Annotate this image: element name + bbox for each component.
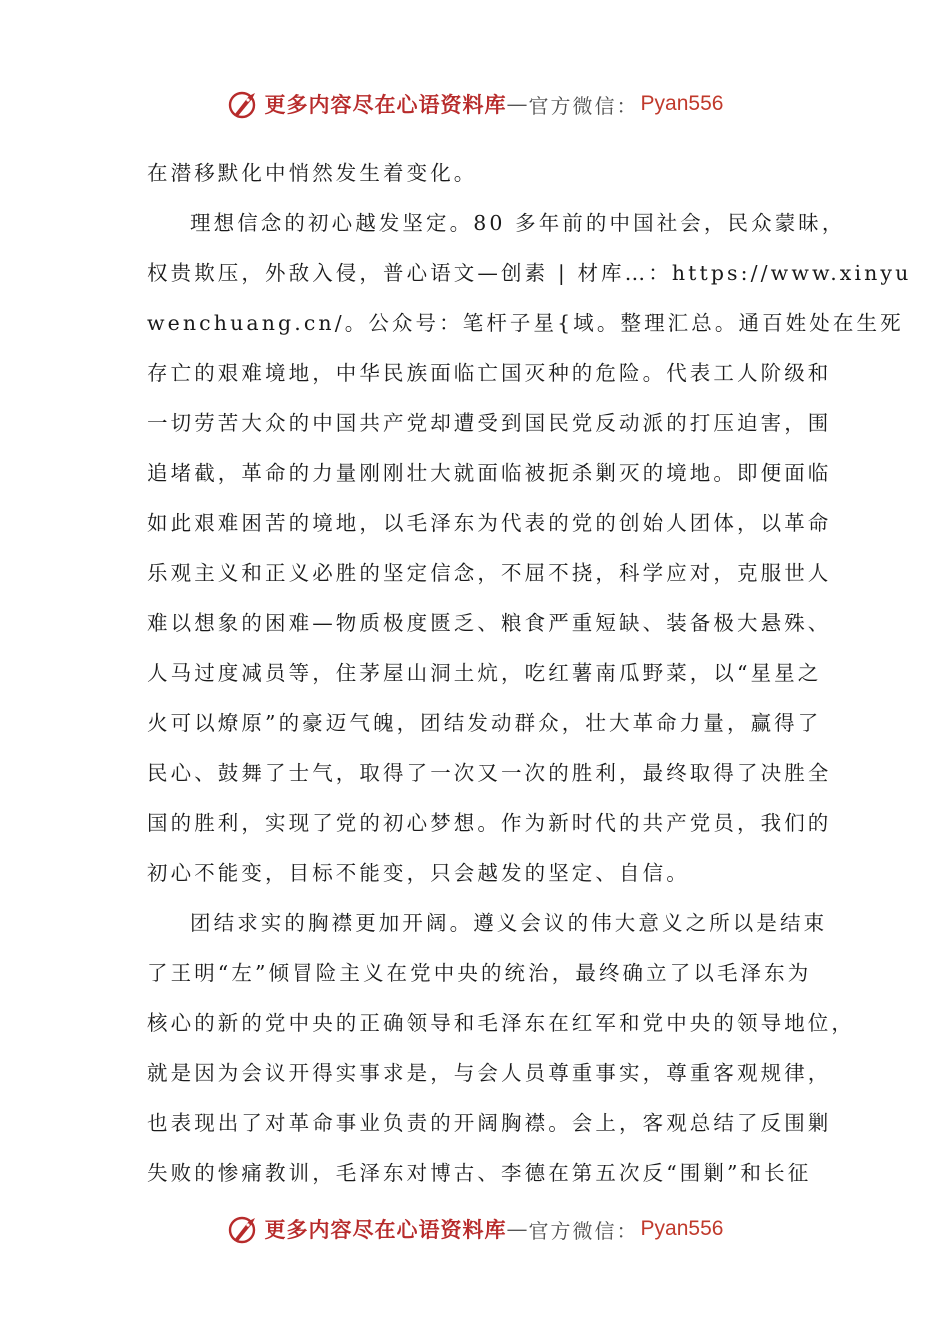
document-body: [147, 148, 912, 1198]
text-line: 国的胜利，实现了党的初心梦想。作为新时代的共产党员，我们的: [147, 811, 832, 835]
banner-main-text: 更多内容尽在心语资料库: [264, 1217, 507, 1242]
text-line: 失败的惨痛教训，毛泽东对博古、李德在第五次反“围剿”和长征: [147, 1161, 812, 1185]
paragraph-start-line: 理想信念的初心越发坚定。80 多年前的中国社会，民众蒙昧，: [190, 211, 846, 235]
text-line: 初心不能变，目标不能变，只会越发的坚定、自信。: [147, 861, 690, 885]
text-line: 一切劳苦大众的中国共产党却遭受到国民党反动派的打压迫害，围: [147, 411, 832, 435]
text-line: 追堵截，革命的力量刚刚壮大就面临被扼杀剿灭的境地。即便面临: [147, 461, 832, 485]
text-line: 在潜移默化中悄然发生着变化。: [147, 161, 478, 185]
pen-nib-logo-icon: [227, 1212, 261, 1246]
footer-banner: [0, 1209, 950, 1249]
text-line: 民心、鼓舞了士气，取得了一次又一次的胜利，最终取得了决胜全: [147, 761, 832, 785]
pen-nib-logo-icon: [227, 87, 261, 121]
text-line: 人马过度减员等，住茅屋山洞土炕，吃红薯南瓜野菜，以“星星之: [147, 661, 822, 685]
banner-main-text: 更多内容尽在心语资料库: [264, 92, 507, 117]
text-line: 就是因为会议开得实事求是，与会人员尊重事实，尊重客观规律，: [147, 1061, 832, 1085]
banner-dash: —: [506, 92, 529, 116]
banner-dash: —: [506, 1217, 529, 1241]
text-line: 了王明“左”倾冒险主义在党中央的统治，最终确立了以毛泽东为: [147, 961, 812, 985]
text-line: 如此艰难困苦的境地，以毛泽东为代表的党的创始人团体，以革命: [147, 511, 832, 535]
text-line: 存亡的艰难境地，中华民族面临亡国灭种的危险。代表工人阶级和: [147, 361, 832, 385]
text-line: 核心的新的党中央的正确领导和毛泽东在红军和党中央的领导地位，: [147, 1011, 855, 1035]
banner-wechat-id: Pyan556: [640, 92, 724, 115]
banner-wechat-id: Pyan556: [640, 1217, 724, 1240]
text-line: 乐观主义和正义必胜的坚定信念，不屈不挠，科学应对，克服世人: [147, 561, 832, 585]
paragraph-start-line: 团结求实的胸襟更加开阔。遵义会议的伟大意义之所以是结束: [190, 911, 828, 935]
banner-wechat-label: 官方微信：: [528, 93, 639, 118]
text-line: 火可以燎原”的豪迈气魄，团结发动群众，壮大革命力量，赢得了: [147, 711, 822, 735]
banner-wechat-label: 官方微信：: [528, 1218, 639, 1243]
header-banner: [0, 84, 950, 124]
text-line: 也表现出了对革命事业负责的开阔胸襟。会上，客观总结了反围剿: [147, 1111, 832, 1135]
text-line: 权贵欺压，外敌入侵，普心语文—创素 | 材库…：https://www.xinyu: [147, 261, 912, 285]
text-line: wenchuang.cn/。公众号：笔杆子星{域。整理汇总。通百姓处在生死: [147, 311, 904, 335]
text-line: 难以想象的困难—物质极度匮乏、粮食严重短缺、装备极大悬殊、: [147, 611, 832, 635]
